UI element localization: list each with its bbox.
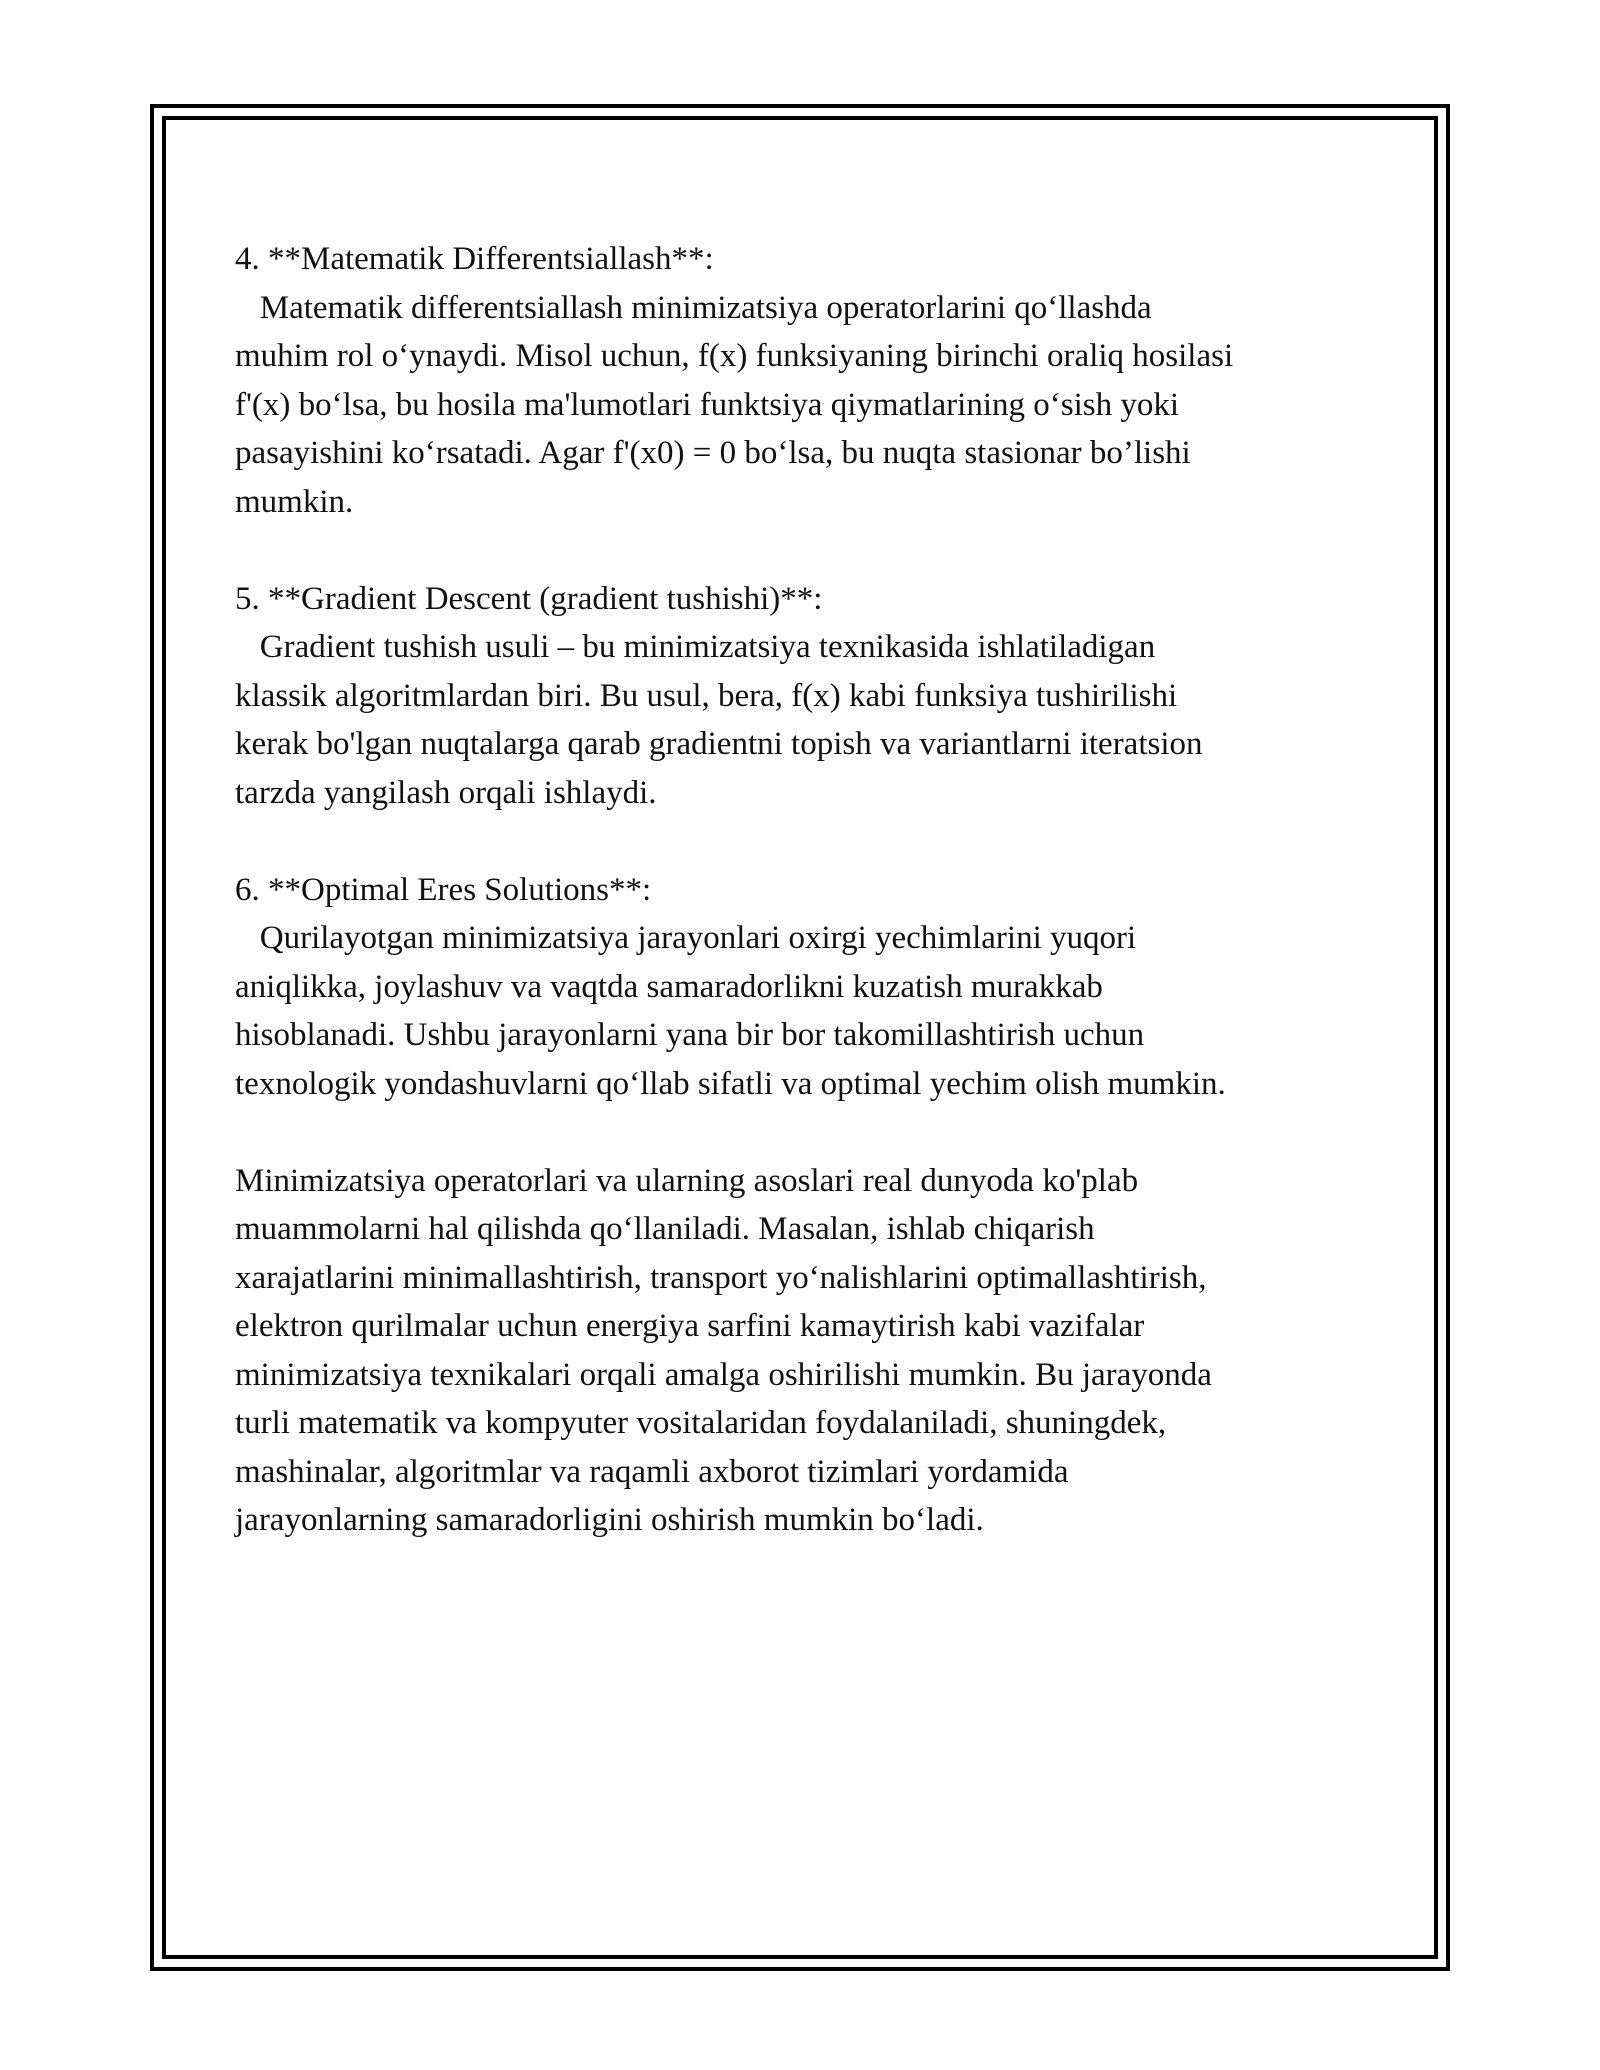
text-line: minimizatsiya texnikalari orqali amalga oshirilishi mumkin. Bu jarayonda [235, 1356, 1212, 1393]
section-heading: 5. **Gradient Descent (gradient tushishi)**: [235, 580, 823, 617]
text-line: jarayonlarning samaradorligini oshirish mumkin bo‘ladi. [235, 1502, 984, 1538]
text-line: f'(x) bo‘lsa, bu hosila ma'lumotlari funktsiya qiymatlarining o‘sish yoki [235, 386, 1179, 423]
text-line: klassik algoritmlardan biri. Bu usul, bera, f(x) kabi funksiya tushirilishi [235, 677, 1178, 714]
text-line: turli matematik va kompyuter vositalaridan foydalaniladi, shuningdek, [235, 1405, 1167, 1441]
section-heading: 6. **Optimal Eres Solutions**: [235, 871, 652, 908]
text-line: Matematik differentsiallash minimizatsiya operatorlarini qo‘llashda [235, 289, 1152, 326]
text-line: kerak bo'lgan nuqtalarga qarab gradientni topish va variantlarni iteratsion [235, 726, 1203, 762]
text-line: texnologik yondashuvlarni qo‘llab sifatli va optimal yechim olish mumkin. [235, 1065, 1226, 1102]
closing-paragraph [235, 1157, 1365, 1545]
text-line: pasayishini ko‘rsatadi. Agar f'(x0) = 0 bo‘lsa, bu nuqta stasionar bo’lishi [235, 435, 1191, 471]
text-line: mashinalar, algoritmlar va raqamli axborot tizimlari yordamida [235, 1453, 1069, 1490]
section-gradient-descent [235, 575, 1365, 818]
text-line: elektron qurilmalar uchun energiya sarfini kamaytirish kabi vazifalar [235, 1308, 1145, 1344]
text-line: Minimizatsiya operatorlari va ularning asoslari real dunyoda ko'plab [235, 1162, 1139, 1199]
text-line: mumkin. [235, 483, 354, 520]
text-line: tarzda yangilash orqali ishlaydi. [235, 774, 657, 811]
text-line: xarajatlarini minimallashtirish, transport yo‘nalishlarini optimallashtirish, [235, 1259, 1207, 1296]
section-differentiation [235, 235, 1365, 526]
text-line: Qurilayotgan minimizatsiya jarayonlari oxirgi yechimlarini yuqori [235, 920, 1137, 956]
text-line: aniqlikka, joylashuv va vaqtda samaradorlikni kuzatish murakkab [235, 968, 1103, 1005]
document-body [235, 235, 1365, 1593]
text-line: muhim rol o‘ynaydi. Misol uchun, f(x) funksiyaning birinchi oraliq hosilasi [235, 338, 1234, 374]
text-line: Gradient tushish usuli – bu minimizatsiya texnikasida ishlatiladigan [235, 629, 1156, 665]
section-optimal-solutions [235, 866, 1365, 1109]
section-heading: 4. **Matematik Differentsiallash**: [235, 241, 714, 277]
text-line: muammolarni hal qilishda qo‘llaniladi. Masalan, ishlab chiqarish [235, 1211, 1095, 1247]
text-line: hisoblanadi. Ushbu jarayonlarni yana bir bor takomillashtirish uchun [235, 1017, 1145, 1053]
